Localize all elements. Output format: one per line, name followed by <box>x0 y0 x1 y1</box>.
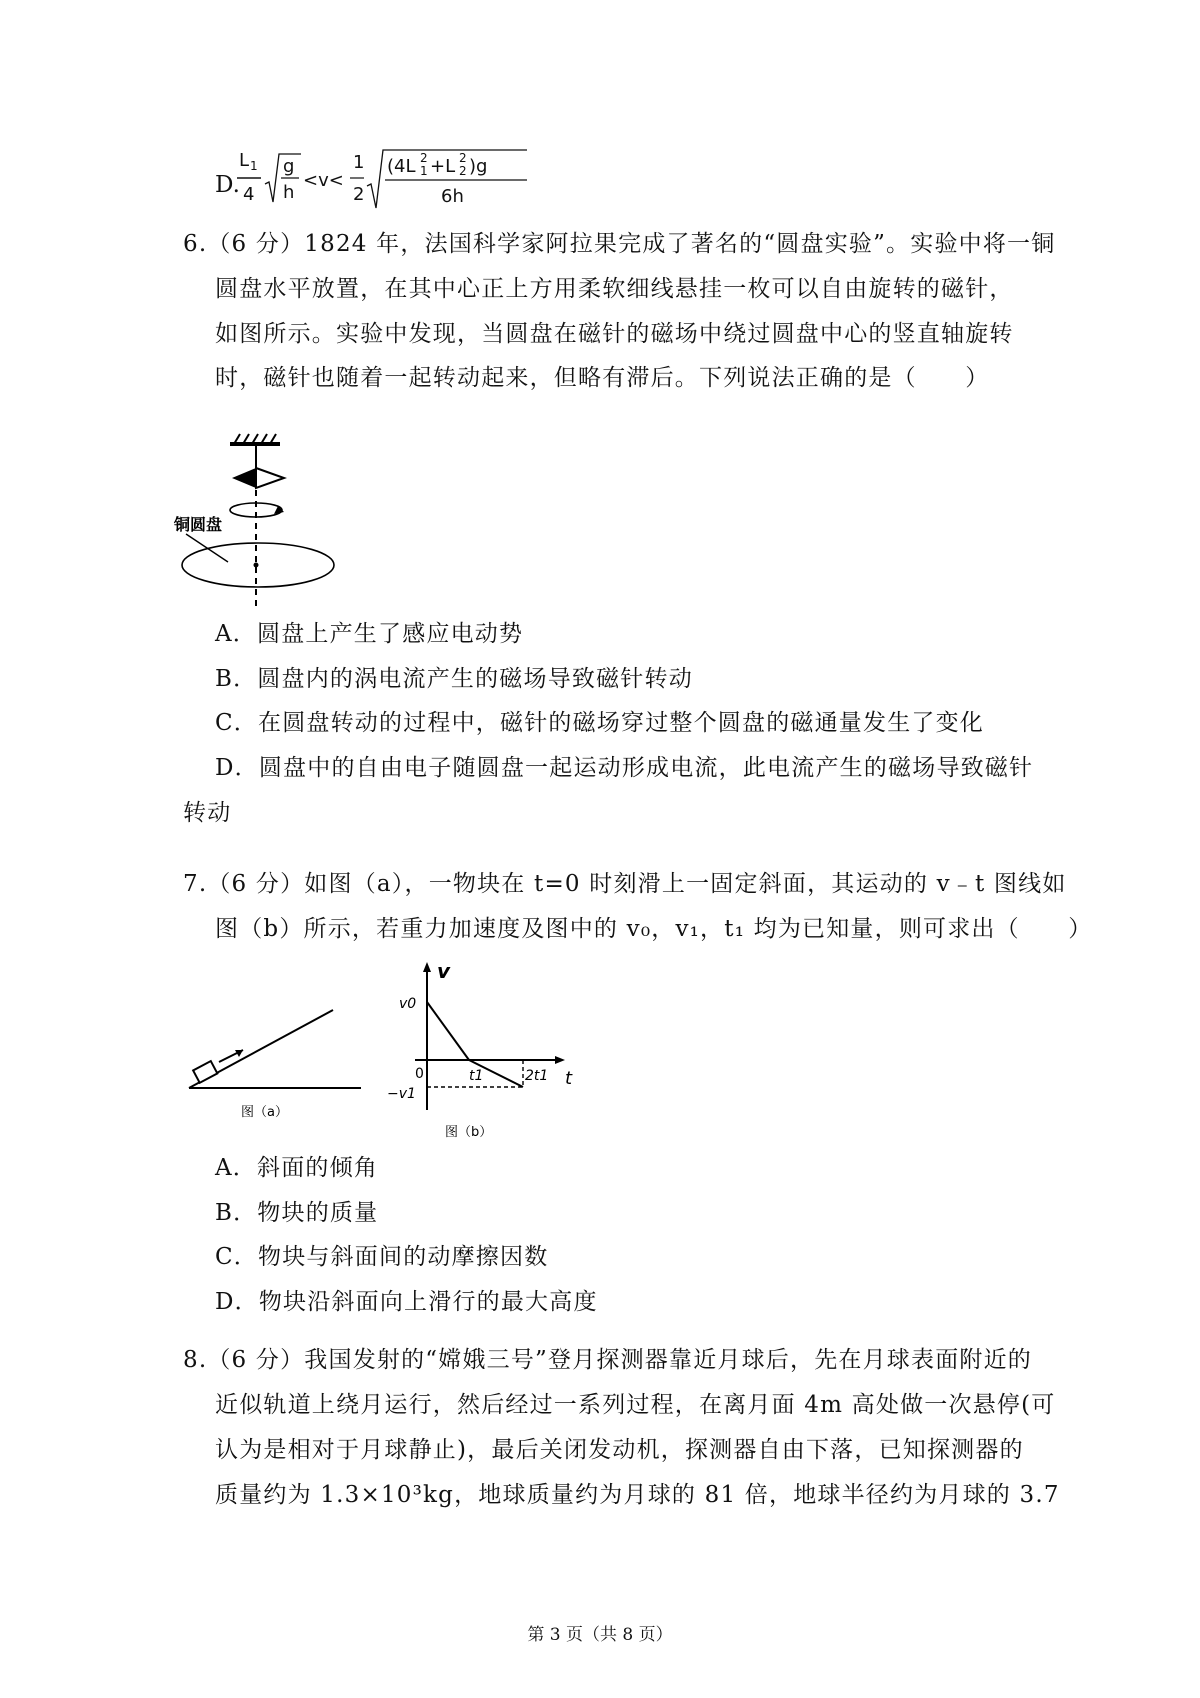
q7-option-d: D．物块沿斜面向上滑行的最大高度 <box>215 1289 598 1315</box>
graph-origin-label: 0 <box>415 1066 424 1082</box>
svg-text:4: 4 <box>243 184 255 205</box>
graph-v-axis-label: v <box>437 959 451 983</box>
q6-stem-line-3: 如图所示。实验中发现，当圆盘在磁针的磁场中绕过圆盘中心的竖直轴旋转 <box>215 321 1014 347</box>
svg-text:g: g <box>283 156 295 177</box>
q7-figure-b-caption: 图（b） <box>445 1125 493 1140</box>
incline-diagram <box>185 1000 385 1120</box>
q5-option-d-prefix: D. <box>215 172 240 198</box>
q6-stem-line-4: 时，磁针也随着一起转动起来，但略有滞后。下列说法正确的是（ ） <box>215 365 990 391</box>
svg-text:6h: 6h <box>441 186 464 207</box>
q6-option-a: A．圆盘上产生了感应电动势 <box>215 621 524 647</box>
svg-text:(4L: (4L <box>387 156 416 177</box>
q8-stem-line-2: 近似轨道上绕月运行，然后经过一系列过程，在离月面 4m 高处做一次悬停(可 <box>215 1392 1056 1418</box>
svg-text:2: 2 <box>420 151 428 165</box>
graph-v0-label: v0 <box>399 996 417 1012</box>
q7-option-b: B．物块的质量 <box>215 1200 379 1226</box>
svg-text:L: L <box>239 150 250 171</box>
q6-option-d-continued: 转动 <box>183 800 232 826</box>
q7-stem-line-1: 7.（6 分）如图（a），一物块在 t=0 时刻滑上一固定斜面，其运动的 v﹣t 图线如 <box>183 871 1067 897</box>
q8-stem-line-1: 8.（6 分）我国发射的“嫦娥三号”登月探测器靠近月球后，先在月球表面附近的 <box>183 1347 1033 1373</box>
graph-t1-label: t1 <box>469 1068 484 1084</box>
q5-option-d-formula <box>237 148 537 212</box>
svg-text:<v<: <v< <box>303 170 344 191</box>
svg-text:1: 1 <box>420 164 428 178</box>
q6-option-b: B．圆盘内的涡电流产生的磁场导致磁针转动 <box>215 666 693 692</box>
svg-text:2: 2 <box>459 151 467 165</box>
q6-option-d: D．圆盘中的自由电子随圆盘一起运动形成电流，此电流产生的磁场导致磁针 <box>215 755 1034 781</box>
q7-option-c: C．物块与斜面间的动摩擦因数 <box>215 1244 549 1270</box>
svg-text:2: 2 <box>353 184 365 205</box>
q7-figure-b-vt-graph <box>385 960 585 1144</box>
graph-2t1-label: 2t1 <box>525 1068 549 1084</box>
svg-text:)g: )g <box>469 156 488 177</box>
vt-graph <box>385 960 585 1140</box>
q7-figure-a-caption: 图（a） <box>241 1105 288 1120</box>
q6-option-c: C．在圆盘转动的过程中，磁针的磁场穿过整个圆盘的磁通量发生了变化 <box>215 710 984 736</box>
svg-text:h: h <box>283 182 295 203</box>
svg-text:1: 1 <box>353 152 365 173</box>
svg-text:1: 1 <box>250 159 258 173</box>
svg-text:+L: +L <box>430 156 456 177</box>
graph-t-axis-label: t <box>565 1068 573 1089</box>
q6-figure-label: 铜圆盘 <box>174 515 223 534</box>
q6-stem-line-2: 圆盘水平放置，在其中心正上方用柔软细线悬挂一枚可以自由旋转的磁针， <box>215 276 1014 302</box>
q8-stem-line-4: 质量约为 1.3×10³kg，地球质量约为月球的 81 倍，地球半径约为月球的 3.7 <box>215 1482 1060 1508</box>
q6-figure-disk-experiment <box>174 430 380 614</box>
graph-neg-v1-label: −v1 <box>387 1086 416 1102</box>
q6-stem-line-1: 6.（6 分）1824 年，法国科学家阿拉果完成了著名的“圆盘实验”。实验中将一铜 <box>183 231 1056 257</box>
q7-option-a: A．斜面的倾角 <box>215 1155 379 1181</box>
svg-text:2: 2 <box>459 164 467 178</box>
disk-experiment-diagram <box>174 430 380 610</box>
q8-stem-line-3: 认为是相对于月球静止)，最后关闭发动机，探测器自由下落，已知探测器的 <box>215 1437 1024 1463</box>
page-footer: 第 3 页（共 8 页） <box>527 1625 673 1645</box>
q7-stem-line-2: 图（b）所示，若重力加速度及图中的 v₀，v₁，t₁ 均为已知量，则可求出（ ） <box>215 916 1093 942</box>
q7-figure-a-incline <box>185 1000 385 1124</box>
